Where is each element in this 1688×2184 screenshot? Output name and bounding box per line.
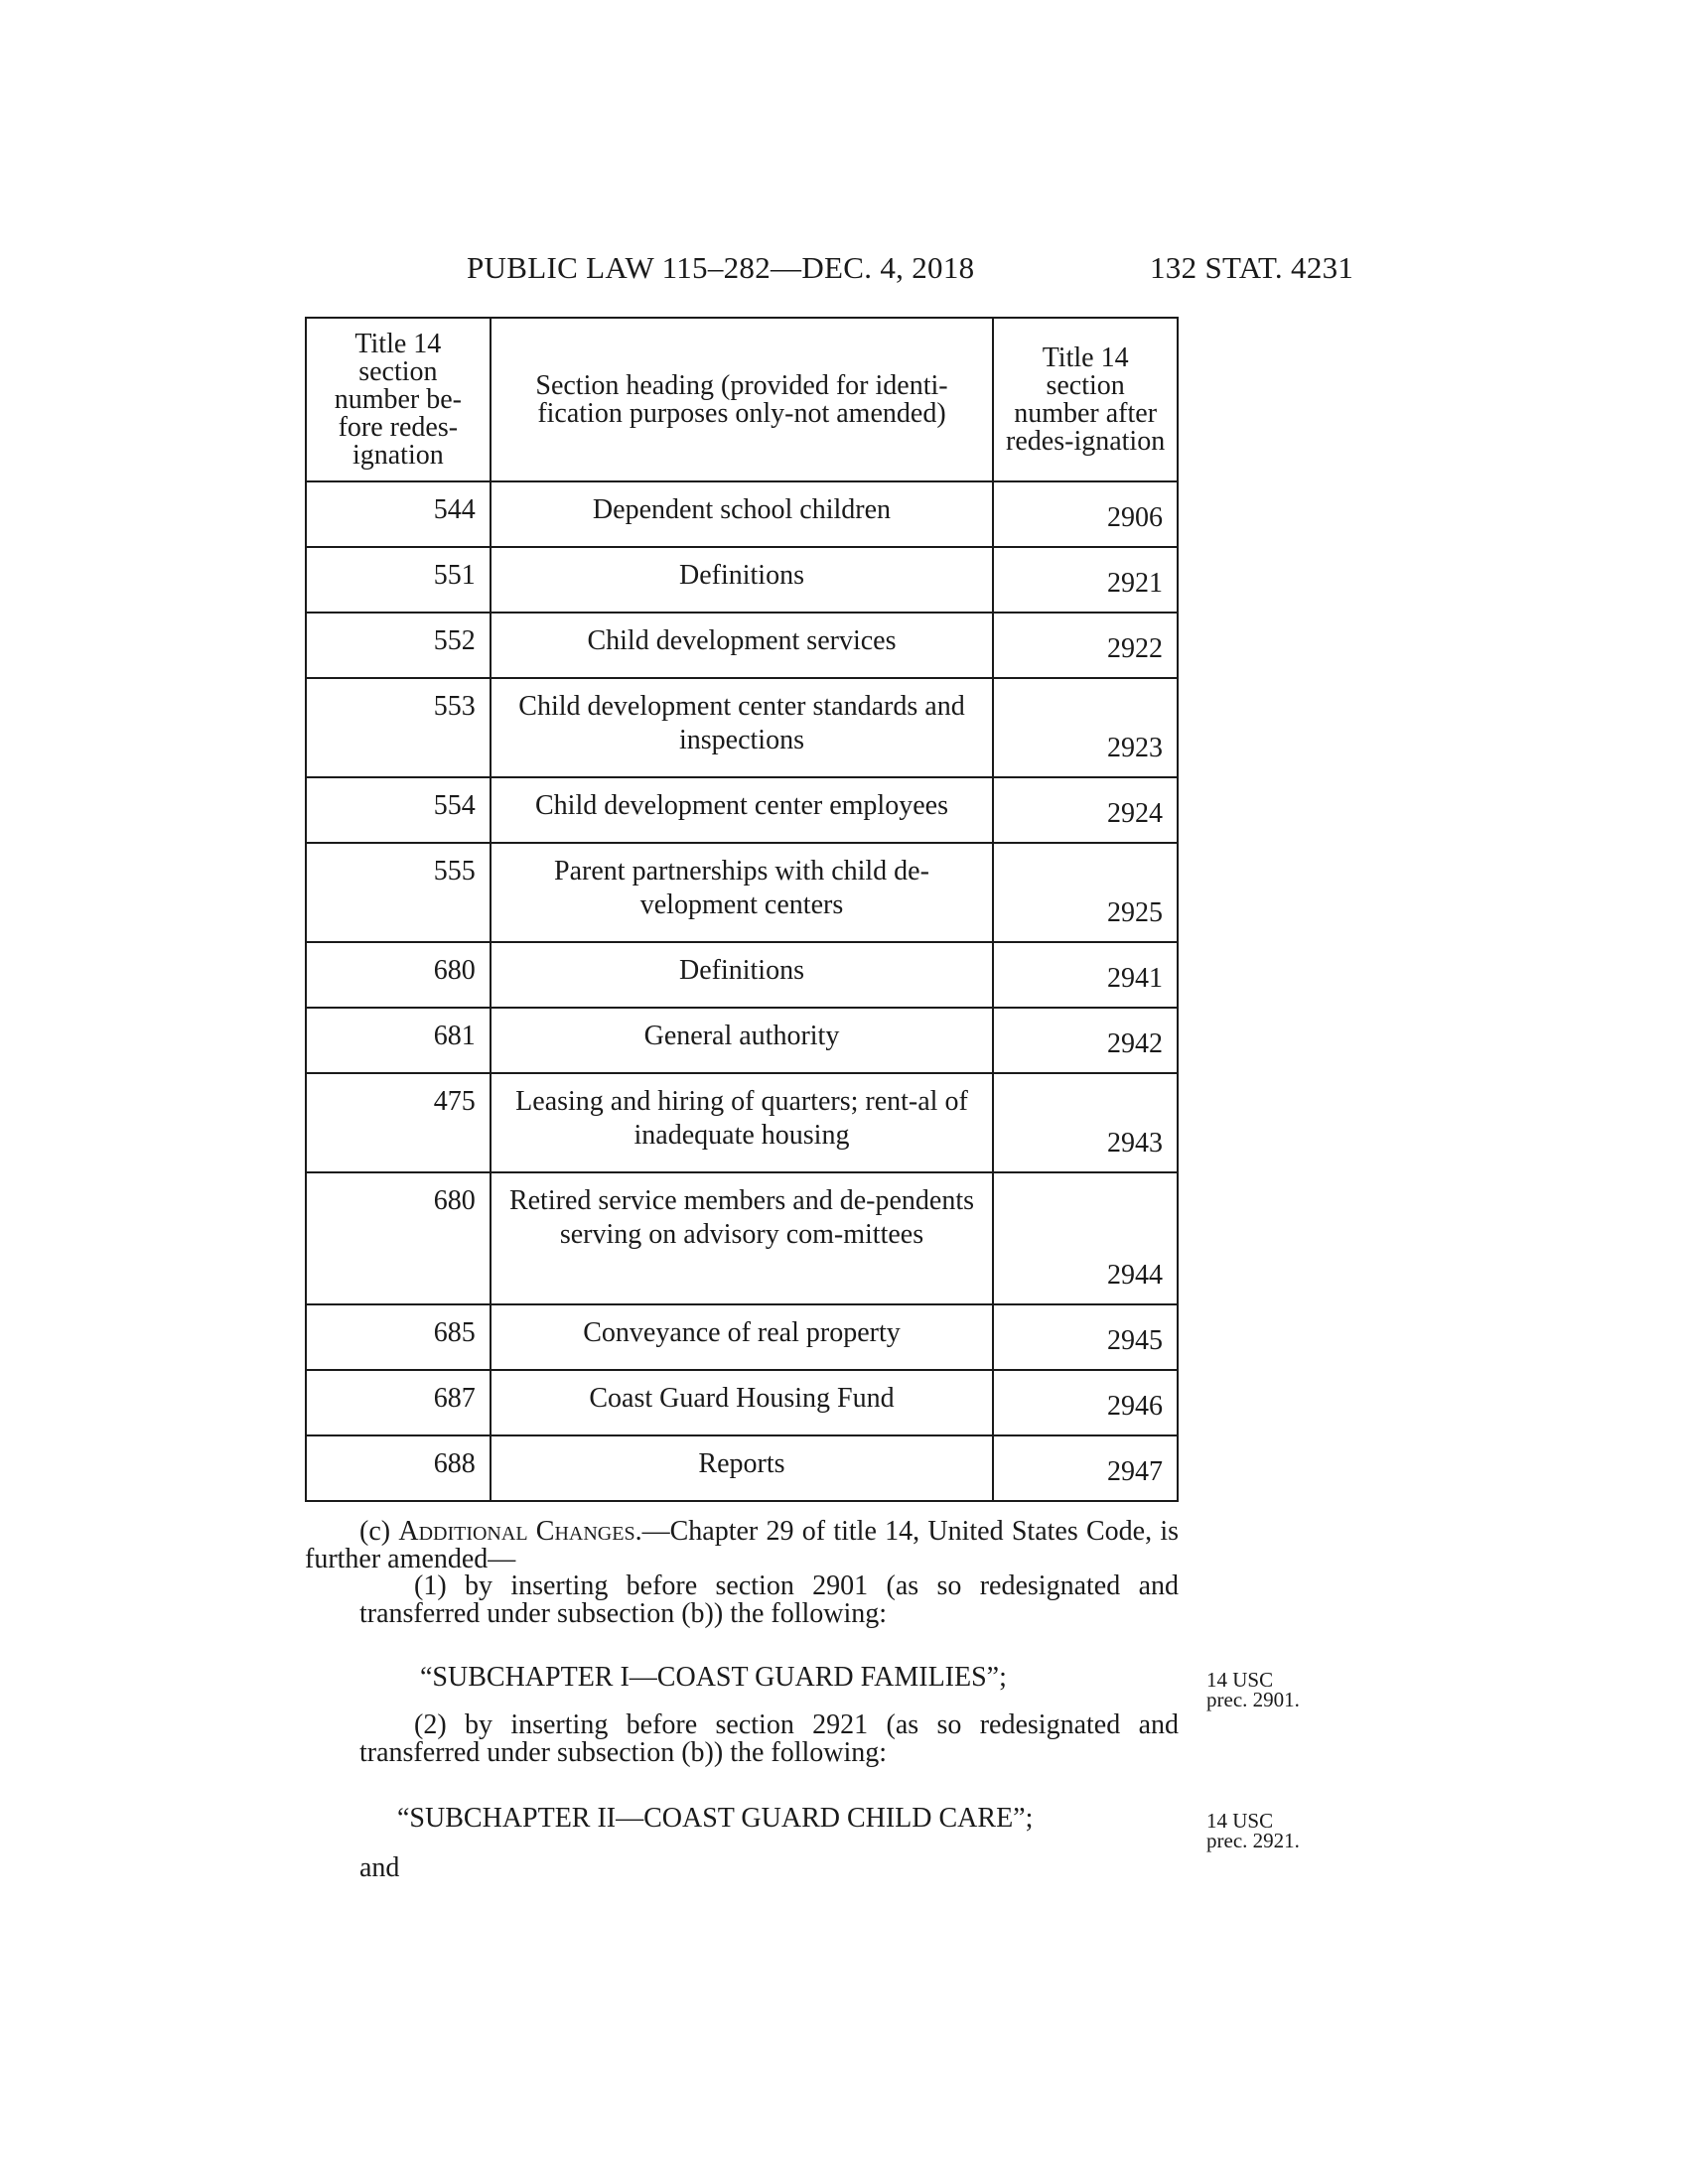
cell-heading: Child development center standards and inspections <box>491 678 994 777</box>
table-row <box>306 1008 1178 1073</box>
table-row <box>306 1073 1178 1172</box>
item-2-paragraph: (2) by inserting before section 2921 (as so redesignated and transferred under subsection (b)) the following: <box>359 1709 1179 1768</box>
cell-before: 688 <box>306 1435 491 1501</box>
table-row <box>306 843 1178 942</box>
cell-before: 681 <box>306 1008 491 1073</box>
margin-note-2 <box>1206 1811 1300 1850</box>
table-row <box>306 1304 1178 1370</box>
cell-after: 2922 <box>993 613 1178 678</box>
margin-note-2-line2: prec. 2921. <box>1206 1829 1300 1852</box>
page-header-stat: 132 STAT. 4231 <box>1150 250 1354 285</box>
cell-before: 555 <box>306 843 491 942</box>
cell-after: 2946 <box>993 1370 1178 1435</box>
cell-after: 2941 <box>993 942 1178 1008</box>
cell-before: 475 <box>306 1073 491 1172</box>
cell-after: 2943 <box>993 1073 1178 1172</box>
cell-heading: Dependent school children <box>491 481 994 547</box>
subchapter-2-heading: “SUBCHAPTER II—COAST GUARD CHILD CARE”; <box>397 1803 1034 1834</box>
margin-note-1-line2: prec. 2901. <box>1206 1688 1300 1711</box>
redesignation-table <box>305 317 1179 1502</box>
margin-note-1 <box>1206 1670 1300 1709</box>
cell-heading: General authority <box>491 1008 994 1073</box>
cell-before: 553 <box>306 678 491 777</box>
cell-before: 680 <box>306 942 491 1008</box>
cell-after: 2947 <box>993 1435 1178 1501</box>
subsection-c-heading: Additional Changes <box>398 1516 635 1547</box>
table-row <box>306 1172 1178 1304</box>
table-row <box>306 481 1178 547</box>
cell-heading: Reports <box>491 1435 994 1501</box>
subsection-c-body: .—Chapter 29 of title 14, United States Code, is further amended— <box>305 1516 1180 1574</box>
cell-before: 680 <box>306 1172 491 1304</box>
cell-after: 2942 <box>993 1008 1178 1073</box>
cell-after: 2923 <box>993 678 1178 777</box>
cell-heading: Retired service members and de-pendents serving on advisory com-mittees <box>491 1172 994 1304</box>
cell-heading: Conveyance of real property <box>491 1304 994 1370</box>
item-1-paragraph: (1) by inserting before section 2901 (as so redesignated and transferred under subsection (b)) the following: <box>359 1570 1179 1629</box>
subsection-c-label: (c) <box>359 1516 391 1547</box>
cell-after: 2924 <box>993 777 1178 843</box>
cell-heading: Definitions <box>491 547 994 613</box>
table-row <box>306 942 1178 1008</box>
cell-after: 2921 <box>993 547 1178 613</box>
header-after: Title 14 section number after redes-ignation <box>993 318 1178 481</box>
margin-note-2-line1: 14 USC <box>1206 1809 1274 1833</box>
cell-heading: Leasing and hiring of quarters; rent-al of inadequate housing <box>491 1073 994 1172</box>
and-conjunction: and <box>359 1852 400 1883</box>
table-row <box>306 547 1178 613</box>
page-header-law: PUBLIC LAW 115–282—DEC. 4, 2018 <box>467 250 975 285</box>
cell-heading: Child development center employees <box>491 777 994 843</box>
cell-before: 687 <box>306 1370 491 1435</box>
cell-heading: Parent partnerships with child de-velopment centers <box>491 843 994 942</box>
subchapter-1-heading: “SUBCHAPTER I—COAST GUARD FAMILIES”; <box>420 1662 1007 1693</box>
cell-before: 544 <box>306 481 491 547</box>
table-row <box>306 613 1178 678</box>
cell-heading: Coast Guard Housing Fund <box>491 1370 994 1435</box>
table-row <box>306 1435 1178 1501</box>
subsection-c-paragraph <box>305 1518 1179 1573</box>
cell-before: 685 <box>306 1304 491 1370</box>
cell-heading: Definitions <box>491 942 994 1008</box>
table-header-row <box>306 318 1178 481</box>
cell-heading: Child development services <box>491 613 994 678</box>
cell-after: 2906 <box>993 481 1178 547</box>
cell-after: 2944 <box>993 1172 1178 1304</box>
cell-after: 2925 <box>993 843 1178 942</box>
header-section-heading: Section heading (provided for identi-fication purposes only-not amended) <box>491 318 994 481</box>
cell-before: 551 <box>306 547 491 613</box>
cell-after: 2945 <box>993 1304 1178 1370</box>
header-before: Title 14 section number be-fore redes-ignation <box>306 318 491 481</box>
table-row <box>306 777 1178 843</box>
cell-before: 554 <box>306 777 491 843</box>
cell-before: 552 <box>306 613 491 678</box>
table-row <box>306 678 1178 777</box>
margin-note-1-line1: 14 USC <box>1206 1668 1274 1692</box>
table-row <box>306 1370 1178 1435</box>
